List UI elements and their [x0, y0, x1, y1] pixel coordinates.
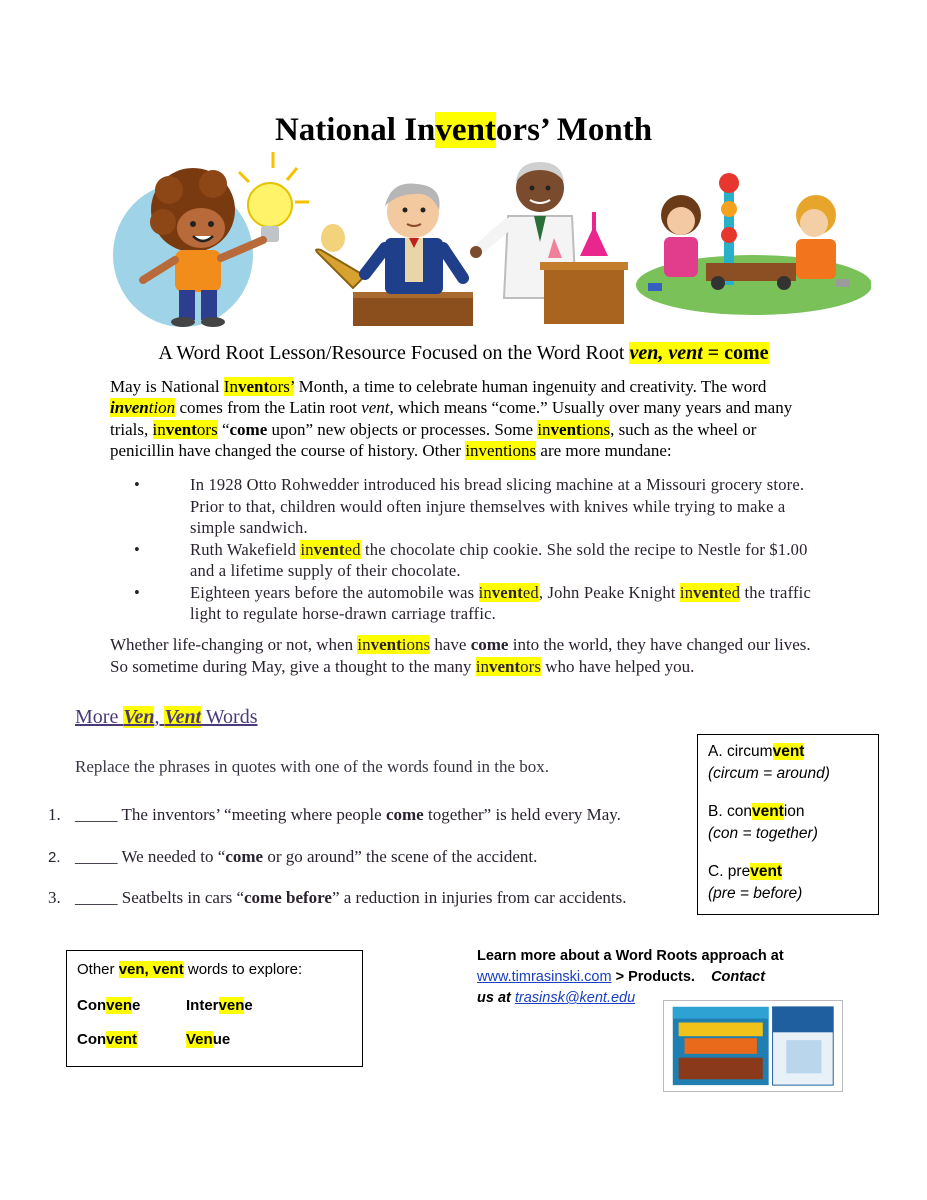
question-2: 2. _____ We needed to “come or go around” the scene of the accident. — [48, 847, 538, 866]
invention-facts-list — [130, 474, 830, 625]
closing-paragraph: Whether life-changing or not, when inventions have come into the world, they have changed our lives. So sometime during May, give a thought to the many inventors who have helped you. — [110, 635, 811, 676]
bullet-icon: • — [134, 475, 140, 494]
choice-c-note: (pre = before) — [708, 885, 803, 902]
bullet-icon: • — [134, 539, 140, 559]
explore-word: Intervene — [186, 997, 253, 1014]
explore-words-box — [66, 950, 363, 1067]
explore-word: Venue — [186, 1031, 231, 1048]
explore-heading: Other ven, vent words to explore: — [77, 961, 303, 978]
question-3: 3. _____ Seatbelts in cars “come before” a reduction in injuries from car accidents. — [48, 888, 627, 907]
website-link[interactable]: www.timrasinski.com — [477, 969, 612, 985]
choice-a: A. circumvent — [708, 743, 805, 760]
bullet-icon: • — [134, 582, 140, 602]
list-item: • Eighteen years before the automobile was invented, John Peake Knight invented the traffic light to regulate horse-drawn carriage traffic. — [134, 582, 811, 623]
choice-a-note: (circum = around) — [708, 765, 830, 782]
answer-blank[interactable]: _____ — [75, 888, 118, 907]
page-title: National Inventors’ Month — [274, 112, 653, 148]
section-heading: More Ven, Vent Words — [75, 706, 258, 728]
book-covers-image — [663, 1000, 843, 1092]
answer-blank[interactable]: _____ — [75, 847, 118, 866]
word-choice-box — [697, 734, 879, 915]
learn-more-note: Learn more about a Word Roots approach at www.timrasinski.com > Products. Contact us at trasinsk@kent.edu — [477, 946, 797, 1009]
explore-word: Convent — [77, 1031, 138, 1048]
scientist-flask-illustration — [468, 158, 628, 328]
kids-building-illustration — [636, 165, 871, 315]
answer-blank[interactable]: _____ — [75, 805, 118, 824]
email-link[interactable]: trasinsk@kent.edu — [514, 990, 636, 1006]
instructions: Replace the phrases in quotes with one of the words found in the box. — [75, 757, 550, 776]
edison-phonograph-illustration — [313, 178, 483, 328]
question-1: 1. _____ The inventors’ “meeting where people come together” is held every May. — [48, 805, 621, 824]
intro-paragraph: May is National Inventors’ Month, a time to celebrate human ingenuity and creativity. The word invention comes from the Latin root vent, which means “come.” Usually over many years and many trials, inventors “come upon” new objects or processes. Some inventions, such as the wheel or penicillin have changed the course of history. Other inventions are more mundane: — [110, 377, 793, 460]
subtitle: A Word Root Lesson/Resource Focused on the Word Root ven, vent = come — [158, 342, 769, 364]
choice-c: C. prevent — [708, 863, 783, 880]
learn-more-text: Learn more about a Word Roots approach at — [477, 948, 784, 964]
kid-lightbulb-illustration — [113, 150, 313, 330]
list-item: • In 1928 Otto Rohwedder introduced his bread slicing machine at a Missouri grocery store. Prior to that, children would often injure themselves with knives while trying to make a simple sandwich. — [134, 475, 805, 537]
explore-word: Convene — [77, 997, 141, 1014]
list-item: • Ruth Wakefield invented the chocolate chip cookie. She sold the recipe to Nestle for $1.00 and a lifetime supply of their chocolate. — [134, 539, 808, 580]
choice-b-note: (con = together) — [708, 825, 818, 842]
choice-b: B. convention — [708, 803, 805, 820]
